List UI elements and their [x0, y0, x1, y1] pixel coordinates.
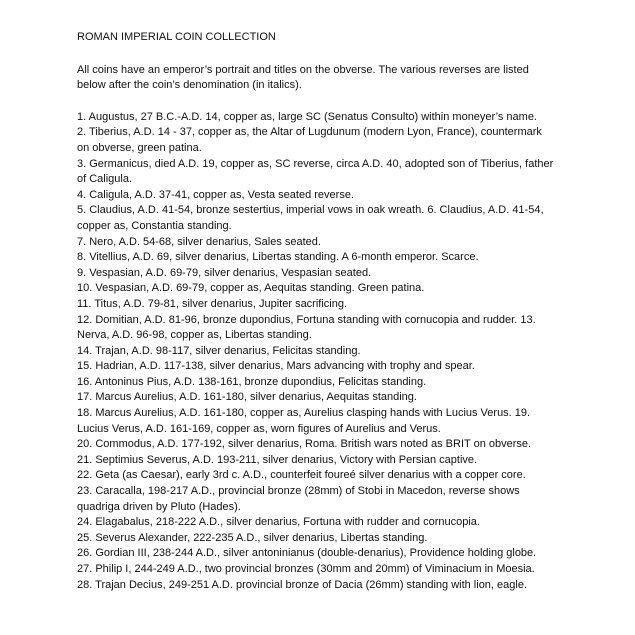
coin-entry: 27. Philip I, 244-249 A.D., two provincial bronzes (30mm and 20mm) of Viminacium in Moesia.	[77, 563, 535, 575]
coin-entry: 12. Domitian, A.D. 81-96, bronze dupondius, Fortuna standing with cornucopia and rudder. 13. Nerva, A.D. 96-98, copper as, Libertas standing.	[77, 313, 536, 342]
coin-entry: 26. Gordian III, 238-244 A.D., silver antoninianus (double-denarius), Providence holding globe.	[77, 547, 537, 560]
coin-entry: 10. Vespasian, A.D. 69-79, copper as, Aequitas standing. Green patina.	[77, 282, 425, 295]
coin-entry: 3. Germanicus, died A.D. 19, copper as, SC reverse, circa A.D. 40, adopted son of Tiberius, father of Caligula.	[77, 157, 554, 186]
coin-entry: 17. Marcus Aurelius, A.D. 161-180, silver denarius, Aequitas standing.	[77, 391, 417, 404]
coin-entry: 28. Trajan Decius, 249-251 A.D. provincial bronze of Dacia (26mm) standing with lion, eagle.	[77, 578, 528, 591]
coin-entry: 2. Tiberius, A.D. 14 - 37, copper as, the Altar of Lugdunum (modern Lyon, France), countermark on obverse, green patina.	[77, 126, 542, 154]
coin-list	[77, 110, 557, 593]
coin-entry: 23. Caracalla, 198-217 A.D., provincial bronze (28mm) of Stobi in Macedon, reverse shows quadriga driven by Pluto (Hades).	[77, 485, 520, 513]
coin-entry: 5. Claudius, A.D. 41-54, bronze sestertius, imperial vows in oak wreath. 6. Claudius, A.D. 41-54, copper as, Constantia standing.	[77, 204, 544, 232]
coin-entry: 4. Caligula, A.D. 37-41, copper as, Vesta seated reverse.	[77, 188, 354, 201]
coin-entry: 22. Geta (as Caesar), early 3rd c. A.D., counterfeit foureé silver denarius with a copper core.	[77, 469, 526, 482]
coin-entry: 24. Elagabalus, 218-222 A.D., silver denarius, Fortuna with rudder and cornucopia.	[77, 516, 480, 529]
coin-entry: 1. Augustus, 27 B.C.-A.D. 14, copper as, large SC (Senatus Consulto) within moneyer’s name.	[77, 110, 537, 123]
coin-entry: 15. Hadrian, A.D. 117-138, silver denarius, Mars advancing with trophy and spear.	[77, 360, 475, 373]
coin-entry: 16. Antoninus Pius, A.D. 138-161, bronze dupondius, Felicitas standing.	[77, 375, 427, 388]
coin-entry: 20. Commodus, A.D. 177-192, silver denarius, Roma. British wars noted as BRIT on obverse.	[77, 438, 532, 451]
coin-entry: 14. Trajan, A.D. 98-117, silver denarius, Felicitas standing.	[77, 344, 361, 357]
coin-entry: 21. Septimius Severus, A.D. 193-211, silver denarius, Victory with Persian captive.	[77, 453, 478, 466]
coin-entry: 11. Titus, A.D. 79-81, silver denarius, Jupiter sacrificing.	[77, 297, 348, 310]
coin-entry: 8. Vitellius, A.D. 69, silver denarius, Libertas standing. A 6-month emperor. Scarce.	[77, 251, 479, 264]
coin-entry: 25. Severus Alexander, 222-235 A.D., silver denarius, Libertas standing.	[77, 531, 428, 544]
document-body	[77, 30, 557, 593]
coin-entry: 7. Nero, A.D. 54-68, silver denarius, Sales seated.	[77, 235, 321, 248]
document-title: ROMAN IMPERIAL COIN COLLECTION	[77, 31, 276, 43]
coin-entry: 9. Vespasian, A.D. 69-79, silver denarius, Vespasian seated.	[77, 266, 372, 279]
coin-entry: 18. Marcus Aurelius, A.D. 161-180, copper as, Aurelius clasping hands with Lucius Verus. 19. Lucius Verus, A.D. 161-169, copper as, worn figures of Aurelius and Verus.	[77, 407, 531, 435]
intro-paragraph: All coins have an emperor’s portrait and titles on the obverse. The various reverses are listed below after the coin’s denomination (in italics).	[77, 63, 529, 92]
